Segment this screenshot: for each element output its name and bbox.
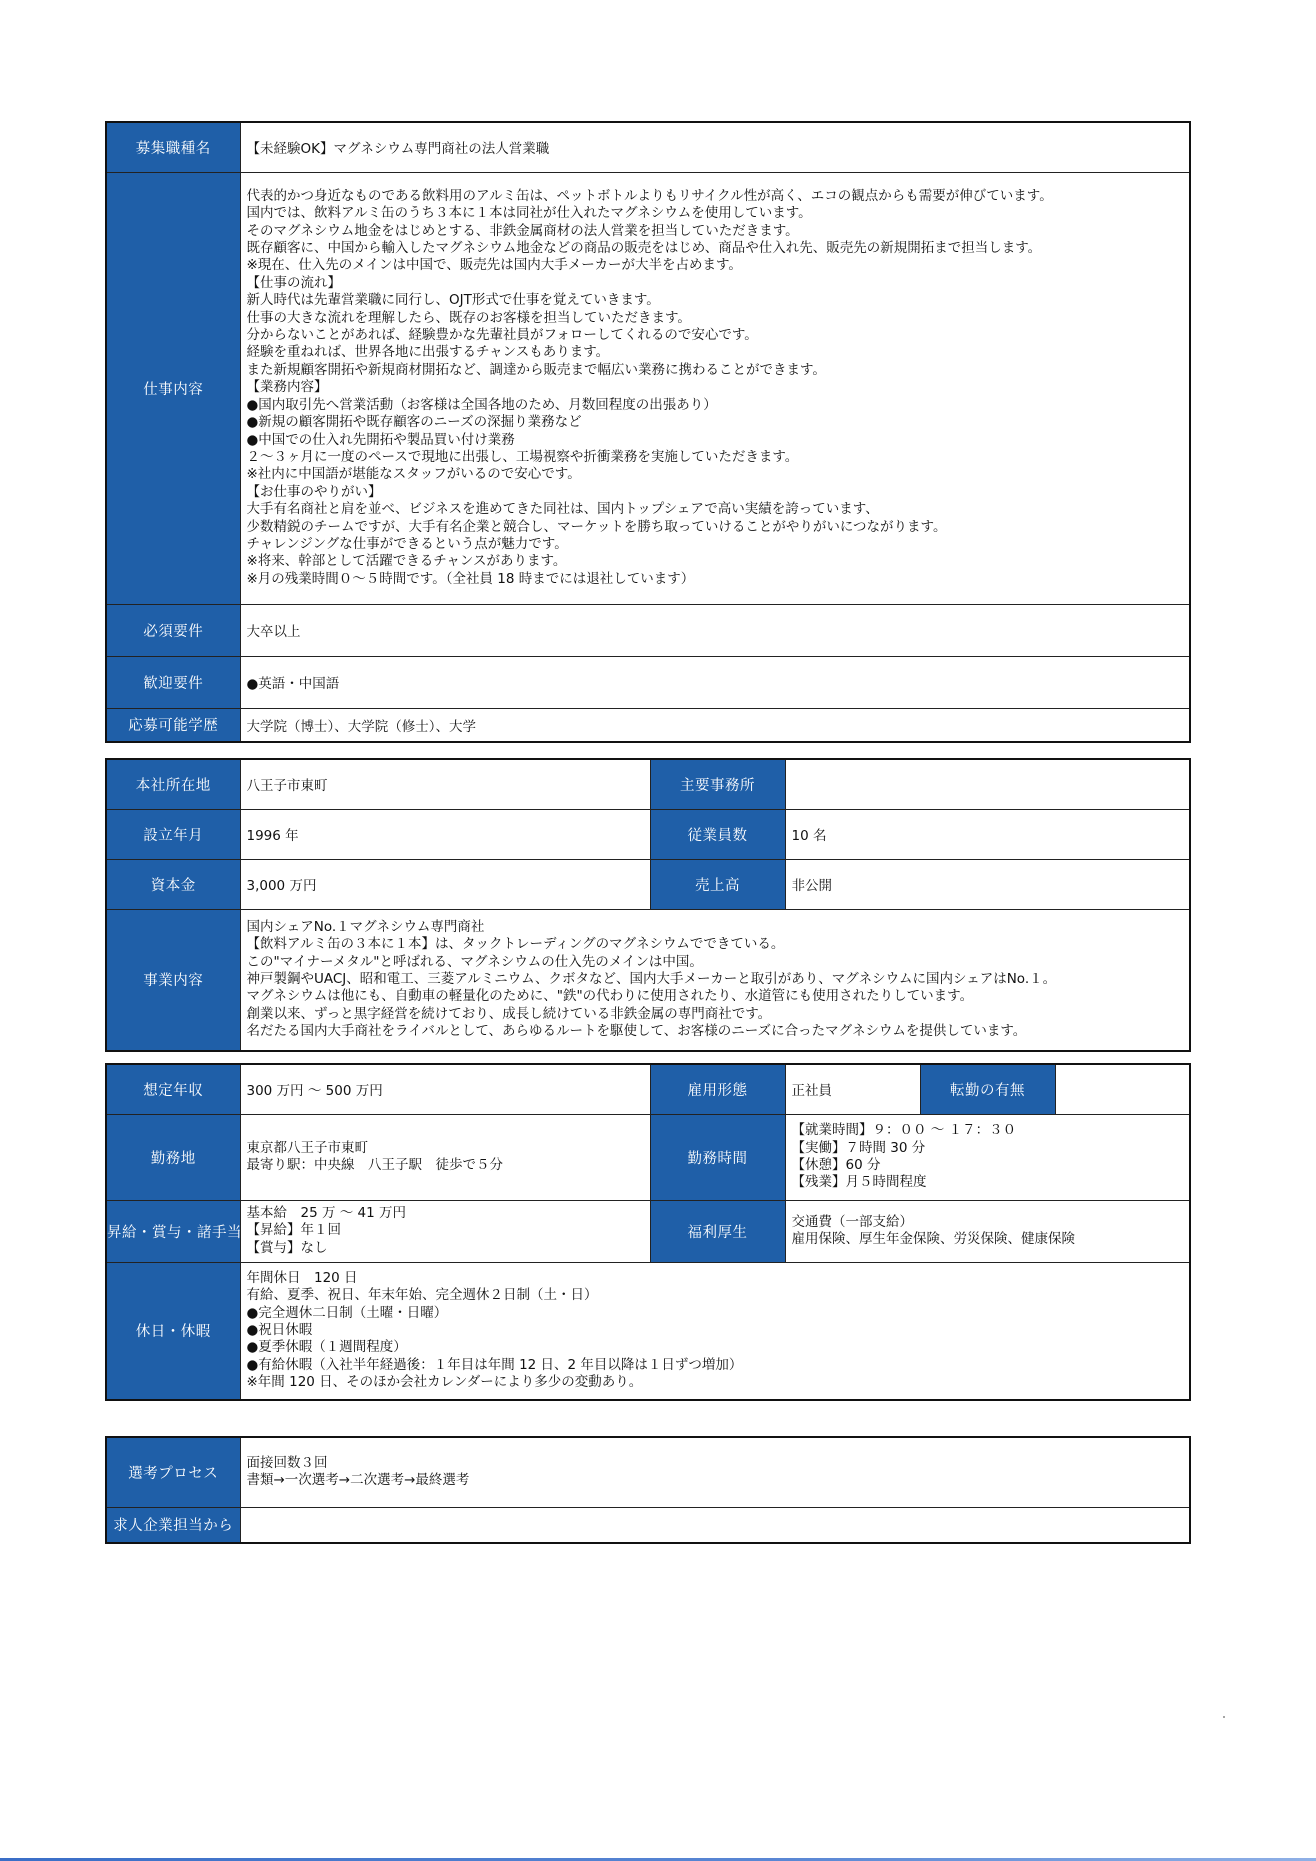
location-label: 勤務地: [106, 1114, 240, 1200]
education-text: 大学院（博士）、大学院（修士）、大学: [246, 718, 476, 735]
required-label: 必須要件: [106, 604, 240, 656]
location-text: 東京都八王子市東町 最寄り駅：中央線 八王子駅 徒歩で５分: [246, 1139, 503, 1173]
job-title-label: 募集職種名: [106, 122, 240, 172]
location-value: [240, 1114, 650, 1200]
education-label: 応募可能学歴: [106, 708, 240, 742]
duties-label: 仕事内容: [106, 172, 240, 604]
process-value: [240, 1437, 1190, 1507]
hours-text: 【就業時間】９：００ ～ １７：３０ 【実働】７時間 30 分 【休憩】60 分 【残業】月５時間程度: [791, 1122, 1017, 1191]
welcome-text: ●英語・中国語: [246, 676, 340, 692]
founded-label: 設立年月: [106, 809, 240, 859]
process-label: 選考プロセス: [106, 1437, 240, 1507]
salary-label: 想定年収: [106, 1064, 240, 1114]
contact-label: 求人企業担当から: [106, 1507, 240, 1543]
sales-text: 非公開: [791, 878, 832, 894]
sales-value: [785, 859, 1190, 909]
founded-value: [240, 809, 650, 859]
scan-speck: [1223, 1716, 1225, 1718]
transfer-value: [1055, 1064, 1190, 1114]
hq-text: 八王子市東町: [246, 778, 328, 795]
job-title-value: [240, 122, 1190, 172]
hours-value: [785, 1114, 1190, 1200]
process-text: 面接回数３回 書類→一次選考→二次選考→最終選考: [246, 1454, 470, 1489]
capital-text: 3,000 万円: [246, 878, 317, 894]
office-label: 主要事務所: [650, 759, 785, 809]
welfare-text: 交通費（一部支給） 雇用保険、厚生年金保険、労災保険、健康保険: [791, 1213, 1075, 1247]
employees-label: 従業員数: [650, 809, 785, 859]
employment-text: 正社員: [791, 1083, 832, 1100]
welcome-label: 歓迎要件: [106, 656, 240, 708]
company-table: [105, 758, 1191, 1052]
founded-text: 1996 年: [246, 828, 299, 844]
employment-value: [785, 1064, 920, 1114]
required-value: [240, 604, 1190, 656]
selection-table: [105, 1436, 1191, 1544]
welfare-value: [785, 1200, 1190, 1262]
raise-text: 基本給 25 万 ～ 41 万円 【昇給】年１回 【賞与】なし: [246, 1204, 407, 1256]
office-value: [785, 759, 1190, 809]
holiday-text: 年間休日 120 日 有給、夏季、祝日、年末年始、完全週休２日制（土・日） ●完全週休二日制（土曜・日曜） ●祝日休暇 ●夏季休暇（１週間程度） ●有給休暇（入社半年経過後：１年目は年間 12 日、2 年目以降は１日ずつ増加） ※年間 120 日、そのほか会社カレンダーにより多少の変動あり。: [246, 1269, 743, 1391]
salary-text: 300 万円 ～ 500 万円: [246, 1083, 383, 1100]
job-title-text: 【未経験OK】マグネシウム専門商社の法人営業職: [246, 141, 550, 158]
required-text: 大卒以上: [246, 624, 301, 640]
capital-label: 資本金: [106, 859, 240, 909]
job-table: [105, 121, 1191, 743]
hq-value: [240, 759, 650, 809]
holiday-label: 休日・休暇: [106, 1262, 240, 1400]
welfare-label: 福利厚生: [650, 1200, 785, 1262]
business-label: 事業内容: [106, 909, 240, 1051]
duties-text: 代表的かつ身近なものである飲料用のアルミ缶は、ペットボトルよりもリサイクル性が高く、エコの観点からも需要が伸びています。 国内では、飲料アルミ缶のうち３本に１本は同社が仕入れたマグネシウムを使用しています。 そのマグネシウム地金をはじめとする、非鉄金属商材の法人営業を担当していただきます。 既存顧客に、中国から輸入したマグネシウム地金などの商品の販売をはじめ、商品や仕入れ先、販売先の新規開拓まで担当します。 ※現在、仕入先のメインは中国で、販売先は国内大手メーカーが大半を占めます。 【仕事の流れ】 新人時代は先輩営業職に同行し、OJT形式で仕事を覚えていきます。 仕事の大きな流れを理解したら、既存のお客様を担当していただきます。 分からないことがあれば、経験豊かな先輩社員がフォローしてくれるので安心です。 経験を重ねれば、世界各地に出張するチャンスもあります。 また新規顧客開拓や新規商材開拓など、調達から販売まで幅広い業務に携わることができます。 【業務内容】 ●国内取引先へ営業活動（お客様は全国各地のため、月数回程度の出張あり） ●新規の顧客開拓や既存顧客のニーズの深掘り業務など ●中国での仕入れ先開拓や製品買い付け業務 ２～３ヶ月に一度のペースで現地に出張し、工場視察や折衝業務を実施していただきます。 ※社内に中国語が堪能なスタッフがいるので安心です。 【お仕事のやりがい】 大手有名商社と肩を並べ、ビジネスを進めてきた同社は、国内トップシェアで高い実績を誇っています、 少数精鋭のチームですが、大手有名企業と競合し、マーケットを勝ち取っていけることがやりがいにつながります。 チャレンジングな仕事ができるという点が魅力です。 ※将来、幹部として活躍できるチャンスがあります。 ※月の残業時間０～５時間です。（全社員 18 時までには退社しています）: [246, 187, 1053, 587]
contact-value: [240, 1507, 1190, 1543]
hq-label: 本社所在地: [106, 759, 240, 809]
capital-value: [240, 859, 650, 909]
business-text: 国内シェアNo.１マグネシウム専門商社 【飲料アルミ缶の３本に１本】は、タックトレーディングのマグネシウムでできている。 この"マイナーメタル"と呼ばれる、マグネシウムの仕入先のメインは中国。 神戸製鋼やUACJ、昭和電工、三菱アルミニウム、クボタなど、国内大手メーカーと取引があり、マグネシウムに国内シェアはNo.１。 マグネシウムは他にも、自動車の軽量化のために、"鉄"の代わりに使用されたり、水道管にも使用されたりしています。 創業以来、ずっと黒字経営を続けており、成長し続けている非鉄金属の専門商社です。 名だたる国内大手商社をライバルとして、あらゆるルートを駆使して、お客様のニーズに合ったマグネシウムを提供しています。: [246, 918, 1057, 1040]
transfer-label: 転勤の有無: [920, 1064, 1055, 1114]
conditions-table: [105, 1063, 1191, 1401]
holiday-value: [240, 1262, 1190, 1400]
education-value: [240, 708, 1190, 742]
hours-label: 勤務時間: [650, 1114, 785, 1200]
raise-label: 昇給・賞与・諸手当: [106, 1200, 240, 1262]
business-value: [240, 909, 1190, 1051]
raise-value: [240, 1200, 650, 1262]
employees-text: 10 名: [791, 828, 827, 844]
salary-value: [240, 1064, 650, 1114]
employment-label: 雇用形態: [650, 1064, 785, 1114]
duties-value: [240, 172, 1190, 604]
sales-label: 売上高: [650, 859, 785, 909]
welcome-value: [240, 656, 1190, 708]
employees-value: [785, 809, 1190, 859]
